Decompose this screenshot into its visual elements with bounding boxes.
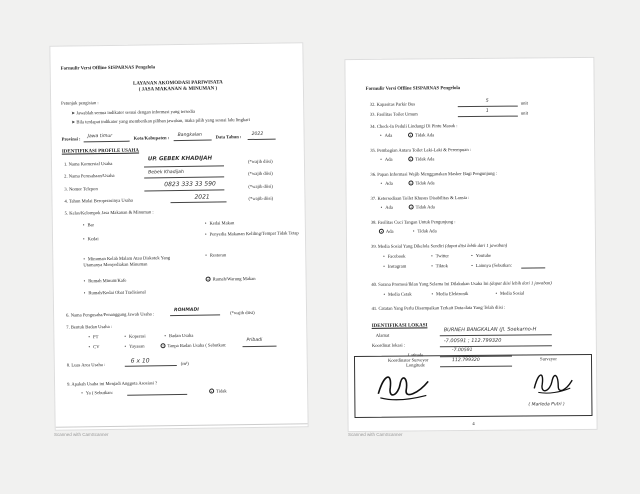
- q33-label: 33. Fasilitas Toilet Umum: [369, 111, 418, 117]
- tahun-label: Data Tahun :: [215, 134, 242, 140]
- kota-value: Bangkalan: [177, 132, 202, 139]
- option-tidak-ada: • Tidak Ada: [410, 156, 435, 162]
- option-kedai: • Kedai: [83, 236, 99, 242]
- kota-label: Kota/Kabupaten :: [133, 135, 170, 141]
- q38-label: 38. Fasilitas Cuci Tangan Untuk Pengunjung :: [370, 219, 456, 225]
- q32-unit: unit: [520, 100, 528, 106]
- circled-choice-icon: •: [380, 229, 383, 235]
- surveyor-signature-icon: [530, 366, 576, 398]
- koordinat-label: Koordinat lokasi :: [371, 342, 406, 348]
- page-number: 4: [472, 420, 475, 426]
- option-tidak-ada: • Tidak Ada: [413, 228, 437, 234]
- q8-unit: (m²): [180, 360, 189, 366]
- lokasi-title: IDENTIFIKASI LOKASI: [371, 323, 428, 329]
- q8-value: 6 x 10: [130, 357, 150, 365]
- option-obat-tradisional: • Rumah/Kedai Obat Tradisional: [84, 289, 146, 295]
- required-note: (*wajib diisi): [248, 195, 274, 202]
- q36-label: 36. Papan Informasi Wajib Menggunakan Masker Bagi Pengunjung :: [370, 170, 498, 177]
- option-rumah-makan: • Rumah/Warung Makan: [207, 275, 256, 283]
- option-media-sosial: • Media Sosial: [495, 291, 524, 297]
- option-yayasan: • Yayasan: [124, 343, 144, 349]
- option-ada: • Ada: [380, 157, 392, 163]
- latitude-value: -7.00591: [451, 347, 473, 354]
- alamat-label: Alamat: [375, 332, 390, 338]
- required-note: (*wajib diisi): [230, 309, 255, 316]
- option-tiktok: • Tiktok: [431, 263, 448, 269]
- circled-choice-icon: •: [410, 204, 412, 210]
- option-bar: • Bar: [83, 222, 94, 228]
- option-media-cetak: • Media Cetak: [383, 292, 411, 298]
- option-ada: • Ada: [380, 133, 392, 139]
- provinsi-label: Provinsi :: [61, 136, 81, 142]
- instructions-label: Petunjuk pengisian :: [61, 100, 99, 106]
- option-cv: • CV: [88, 344, 99, 350]
- form-page-1: [49, 42, 308, 431]
- surveyor-name: ( Marleda Putri ): [528, 402, 565, 408]
- q32-value: 5: [485, 98, 489, 104]
- q9-label: 9. Apakah Usaha ini Menjadi Anggota Asosiasi ?: [67, 380, 158, 387]
- q5-label: 5. Kelas/Kelompok Jasa Makanan & Minuman :: [64, 209, 154, 216]
- form-title: LAYANAN AKOMODASI PARIWISATA: [133, 80, 223, 87]
- option-tidak-ada: • Tidak Ada: [410, 204, 435, 210]
- option-tidak: • Tidak: [210, 388, 227, 395]
- q6-label: 6. Nama Pengusaha/Penanggung Jawab Usaha :: [66, 311, 155, 318]
- option-koperasi: • Koperasi: [124, 333, 145, 339]
- form-subtitle: ( JASA MAKANAN & MINUMAN ): [138, 86, 218, 93]
- q33-value: 1: [485, 108, 489, 114]
- section-title: IDENTIFIKASI PROFILE USAHA: [61, 148, 140, 155]
- circled-choice-icon: •: [207, 277, 209, 283]
- circled-choice-icon: •: [162, 343, 164, 349]
- provinsi-value: Jawa timur: [87, 133, 113, 140]
- q35-label: 35. Pembagian Antara Toilet Laki-Laki & Perempuan :: [370, 146, 472, 153]
- q33-unit: unit: [520, 110, 529, 116]
- option-kelab-malam: • Minuman Kelab Malam Atau Diskotek Yang Utamanya Menyediakan Minuman: [83, 255, 179, 267]
- option-media-elektronik: • Media Elektronik: [431, 291, 468, 297]
- circled-choice-icon: •: [410, 156, 412, 162]
- latitude-label: Latitude: [407, 352, 424, 358]
- q8-label: 8. Luas Area Usaha :: [66, 362, 106, 368]
- longitude-label: Longitude: [406, 362, 425, 368]
- q7-label: 7. Bentuk Badan Usaha :: [66, 323, 113, 330]
- circled-choice-icon: •: [409, 132, 412, 138]
- q32-label: 32. Kapasitas Parkir Bus: [369, 101, 416, 107]
- field-label: 1. Nama Komersial Usaha: [63, 160, 113, 167]
- field-value: UP. GEBEK KHADIJAH: [147, 155, 213, 163]
- longitude-value: 112.799320: [451, 357, 480, 364]
- q6-value: ROHMADI: [173, 307, 200, 314]
- page-header: Formulir Versi Offline SISPARNAS Pengelola: [60, 65, 156, 72]
- q37-label: 37. Ketersediaan Toilet Khusus Disabilitas & Lansia :: [370, 195, 470, 201]
- field-value: 0823 333 33 590: [164, 180, 216, 189]
- option-pt: • PT: [88, 334, 98, 340]
- tahun-value: 2022: [251, 131, 264, 137]
- required-note: (*wajib diisi): [247, 158, 273, 165]
- q40-label: 40. Sarana Promosi/Iklan Yang Selama Ini Dilakukan Usaha Ini (dapat diisi lebih dari 1 jawaban): [371, 280, 552, 287]
- option-facebook: • Facebook: [383, 254, 406, 260]
- q39-label: 39. Media Sosial Yang Dikelola Sendiri (dapat diisi lebih dari 1 jawaban): [370, 242, 508, 249]
- q41-label: 41. Catatan Yang Perlu Disampaikan Terkait Data-data Yang Telah diisi :: [371, 304, 506, 311]
- option-keliling: • Penyedia Makanan Keliling/Tempat Tidak Tetap: [205, 230, 301, 237]
- option-twitter: • Twitter: [431, 253, 449, 259]
- option-tanpa-badan-usaha: • Tanpa Badan Usaha ( Sebutkan:: [162, 342, 227, 349]
- field-value: Bebek Khadijah: [148, 169, 184, 176]
- q7-value: Pribadi: [246, 337, 263, 344]
- circled-choice-icon: •: [410, 180, 412, 186]
- form-page-2: [344, 57, 597, 432]
- option-restoran: • Restoran: [205, 252, 226, 258]
- option-badan-usaha: • Badan Usaha: [164, 333, 193, 339]
- koordinator-label: Koordinator Surveyor: [387, 357, 429, 363]
- option-ada: • Ada: [380, 228, 394, 235]
- circled-choice-icon: •: [210, 388, 213, 395]
- q34-label: 34. Check-In Peduli Lindungi Di Pintu Masuk :: [369, 123, 458, 129]
- option-lainnya: • Lainnya (Sebutkan:: [471, 263, 512, 269]
- scanner-watermark: Scanned with CamScanner: [54, 432, 109, 437]
- instruction-item: ➤ Bila terdapat indikator yang memberikan pilihan jawaban, maka pilih yang sesuai lalu lingkari: [71, 116, 251, 125]
- coordinator-signature-icon: [374, 365, 432, 406]
- scanner-watermark: Scanned with CamScanner: [348, 432, 403, 437]
- option-instagram: • Instagram: [383, 264, 406, 270]
- option-tidak-ada: • Tidak Ada: [409, 132, 435, 138]
- option-rumah-minum: • Rumah Minum/Kafe: [84, 278, 127, 284]
- field-label: 2. Nama Perusahaan/Usaha: [64, 172, 115, 179]
- page-header: Formulir Versi Offline SISPARNAS Pengelola: [365, 86, 461, 92]
- alamat-value: BURNEH BANGKALAN (Jl. Soekarno-H: [443, 326, 537, 334]
- option-tidak-ada: • Tidak Ada: [410, 180, 435, 186]
- field-label: 3. Nomor Telepon: [64, 186, 98, 192]
- field-label: 4. Tahun Mulai Beroperasinya Usaha: [64, 197, 133, 204]
- option-kedai-makan: • Kedai Makan: [205, 220, 235, 226]
- option-youtube: • Youtube: [471, 253, 491, 259]
- required-note: (*wajib diisi): [248, 170, 273, 177]
- required-note: (*wajib diisi): [248, 183, 273, 190]
- field-value: 2021: [194, 193, 210, 201]
- koordinat-value: -7.00591 ; 112.799320: [443, 337, 502, 345]
- option-ada: • Ada: [381, 205, 393, 211]
- option-ada: • Ada: [380, 181, 392, 187]
- instruction-item: ➤ Jawablah semua indikator sesuai dengan informasi yang tersedia: [71, 108, 196, 116]
- option-ya: • Ya ( Sebutkan:: [81, 390, 113, 396]
- surveyor-label: Surveyor: [539, 356, 557, 362]
